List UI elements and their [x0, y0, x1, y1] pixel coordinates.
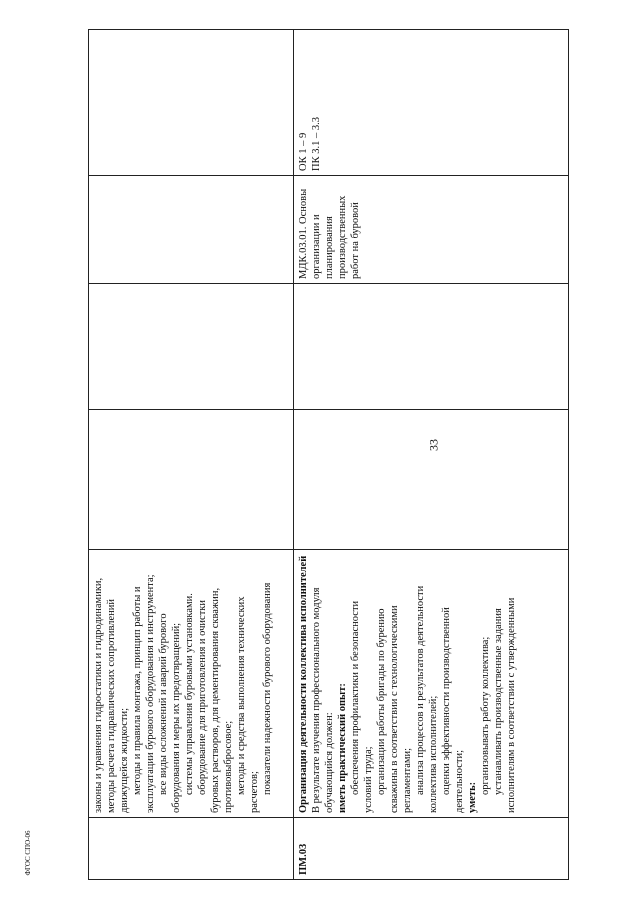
content-line: эксплуатации бурового оборудования и инструмента; [145, 574, 156, 813]
module-content [310, 554, 518, 813]
content-line: организовывать работу коллектива; [480, 636, 491, 795]
content-line: скважины в соответствии с технологическими [389, 605, 400, 813]
content-line: противовыбросовое; [223, 720, 234, 813]
content-line: уметь: [467, 781, 478, 813]
row2-cell-4 [294, 284, 569, 410]
table-row [294, 30, 569, 880]
content-line: движущейся жидкости; [119, 708, 130, 813]
table-row [89, 30, 294, 880]
row1-cell-5 [89, 176, 294, 284]
content-line: системы управления буровыми установками. [184, 593, 195, 795]
row1-cell-4 [89, 284, 294, 410]
module-content-cell [294, 550, 569, 818]
mdk-cell: МДК.03.01. Основы организации и планирования производственных работ на буровой [294, 176, 569, 284]
row1-cell-6 [89, 30, 294, 176]
content-line: исполнителям в соответствии с утвержденными [506, 597, 517, 813]
content-line: деятельности; [454, 749, 465, 813]
row1-cell-3 [89, 410, 294, 550]
module-title: Организация деятельности коллектива исполнителей [298, 555, 309, 813]
content-line: оценки эффективности производственной [441, 607, 452, 795]
content-line: все виды осложнений и аварий бурового [158, 613, 169, 795]
competencies-cell [294, 30, 569, 176]
content-line: иметь практический опыт: [337, 683, 348, 813]
content-line: оборудования и меры их предотвращений; [171, 622, 182, 813]
row1-content-cell [89, 550, 294, 818]
row1-content [92, 554, 274, 813]
content-line: методы и средства выполнения технических [236, 596, 247, 795]
row2-cell-3 [294, 410, 569, 550]
content-line: оборудование для приготовления и очистки [197, 599, 208, 795]
professional-competencies: ПК 3.1 – 3.3 [311, 117, 322, 171]
content-line: методы расчета гидравлических сопротивлений [106, 598, 117, 813]
content-line: коллектива исполнителей; [428, 695, 439, 813]
module-code-cell: ПМ.03 [294, 818, 569, 880]
content-line: обеспечения профилактики и безопасности [350, 600, 361, 795]
content-line: регламентами; [402, 747, 413, 813]
competency-table [88, 29, 569, 880]
content-line: расчетов; [249, 771, 260, 813]
rotated-table-container [88, 30, 568, 880]
content-line: показатели надежности бурового оборудования [262, 582, 273, 795]
content-line: методы и правила монтажа, принцип работы и [132, 586, 143, 795]
row1-code-cell [89, 818, 294, 880]
footer-label: ФГОС СПО-06 [24, 830, 32, 876]
content-line: В результате изучения профессионального модуля [311, 587, 322, 813]
general-competencies: ОК 1 – 9 [298, 132, 309, 171]
page-number: 33 [426, 439, 441, 451]
content-line: законы и уравнения гидростатики и гидродинамики, [93, 577, 104, 813]
content-line: буровых растворов, для цементирования скважин, [210, 587, 221, 813]
content-line: анализа процессов и результатов деятельности [415, 585, 426, 795]
content-line: условий труда; [363, 746, 374, 813]
content-line: организации работы бригады по бурению [376, 608, 387, 795]
content-line: устанавливать производственные задания [493, 608, 504, 795]
content-line: обучающийся должен: [324, 712, 335, 813]
